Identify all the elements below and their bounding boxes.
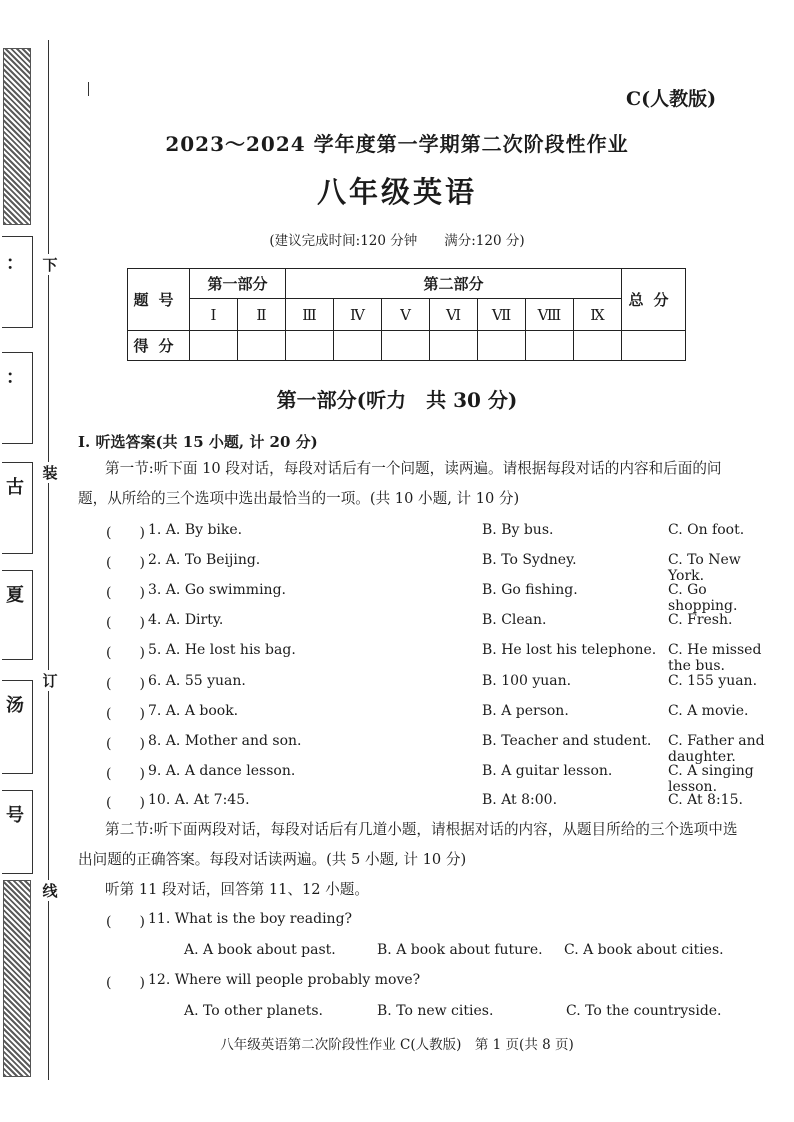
edition-label: C(人教版) bbox=[626, 88, 717, 110]
score-cell[interactable] bbox=[382, 331, 430, 361]
option-c: C. To the countryside. bbox=[566, 1003, 722, 1019]
option-a: 4. A. Dirty. bbox=[148, 612, 224, 628]
option-c: C. To New York. bbox=[668, 552, 741, 584]
answer-blank[interactable]: ( ) bbox=[106, 676, 145, 692]
question-row bbox=[106, 972, 726, 994]
option-a: 2. A. To Beijing. bbox=[148, 552, 261, 568]
option-a: 8. A. Mother and son. bbox=[148, 733, 302, 749]
answer-blank[interactable]: ( ) bbox=[106, 585, 145, 601]
column-header: Ⅸ bbox=[574, 299, 622, 331]
answer-blank[interactable]: ( ) bbox=[106, 766, 145, 782]
option-b: B. A person. bbox=[482, 703, 569, 719]
option-a: A. A book about past. bbox=[184, 942, 336, 958]
answer-blank[interactable]: ( ) bbox=[106, 795, 145, 811]
option-a: 9. A. A dance lesson. bbox=[148, 763, 296, 779]
question-row bbox=[106, 552, 766, 584]
part-title: 第一部分(听力 共 30 分) bbox=[276, 388, 518, 412]
total-score-cell[interactable] bbox=[622, 331, 686, 361]
binding-char-ding: 订 bbox=[42, 672, 58, 690]
option-b: B. A guitar lesson. bbox=[482, 763, 613, 779]
intro-text: 第一节:听下面 10 段对话，每段对话后有一个问题，读两遍。请根据每段对话的内容和后面的问题，从所给的三个选项中选出最恰当的一项。(共 10 小题, 计 10 分) bbox=[78, 460, 722, 507]
option-b: B. 100 yuan. bbox=[482, 673, 572, 689]
option-a: 1. A. By bike. bbox=[148, 522, 243, 538]
option-c: C. A singing lesson. bbox=[668, 763, 754, 795]
answer-blank[interactable]: ( ) bbox=[106, 736, 145, 752]
part1-header: 第一部分 bbox=[190, 269, 286, 299]
question-row bbox=[106, 733, 766, 765]
page-footer: 八年级英语第二次阶段性作业 C(人教版) 第 1 页(共 8 页) bbox=[220, 1037, 574, 1053]
option-c: C. A book about cities. bbox=[564, 942, 724, 958]
option-b: B. A book about future. bbox=[377, 942, 543, 958]
binding-char-xian: 线 bbox=[42, 882, 58, 900]
field-fragment: 号 bbox=[6, 805, 24, 826]
option-c: C. A movie. bbox=[668, 703, 749, 719]
answer-blank[interactable]: ( ) bbox=[106, 555, 145, 571]
score-cell[interactable] bbox=[238, 331, 286, 361]
time-info: (建议完成时间:120 分钟 满分:120 分) bbox=[269, 233, 525, 249]
answer-blank[interactable]: ( ) bbox=[106, 615, 145, 631]
section-heading: Ⅰ. 听选答案(共 15 小题, 计 20 分) bbox=[78, 433, 318, 451]
question-number-label: 题号 bbox=[128, 269, 190, 331]
option-b: B. He lost his telephone. bbox=[482, 642, 657, 658]
intro-text: 第二节:听下面两段对话，每段对话后有几道小题，请根据对话的内容，从题目所给的三个选项中选出问题的正确答案。每段对话读两遍。(共 5 小题, 计 10 分) bbox=[78, 821, 738, 868]
subject-title: 八年级英语 bbox=[316, 175, 477, 209]
student-info-box bbox=[2, 570, 33, 660]
question-row bbox=[106, 673, 766, 695]
column-header: Ⅲ bbox=[286, 299, 334, 331]
question-row bbox=[106, 582, 766, 614]
question-stem: 11. What is the boy reading? bbox=[148, 911, 353, 927]
question-row bbox=[106, 911, 726, 933]
field-fragment: 汤 bbox=[6, 695, 24, 716]
part2-header: 第二部分 bbox=[286, 269, 622, 299]
question-row bbox=[106, 642, 766, 674]
answer-blank[interactable]: ( ) bbox=[106, 914, 145, 930]
question-row bbox=[106, 703, 766, 725]
option-b: B. At 8:00. bbox=[482, 792, 558, 808]
binding-char-zhuang: 装 bbox=[42, 464, 58, 482]
answer-blank[interactable]: ( ) bbox=[106, 525, 145, 541]
option-b: B. To new cities. bbox=[377, 1003, 494, 1019]
score-cell[interactable] bbox=[190, 331, 238, 361]
margin-mark bbox=[88, 82, 89, 96]
question-stem: 12. Where will people probably move? bbox=[148, 972, 421, 988]
student-info-box bbox=[2, 680, 33, 774]
field-fragment: 古 bbox=[6, 477, 24, 498]
score-table bbox=[127, 268, 686, 361]
field-fragment: 夏 bbox=[6, 585, 24, 606]
option-b: B. Teacher and student. bbox=[482, 733, 652, 749]
option-b: B. Go fishing. bbox=[482, 582, 578, 598]
student-info-box bbox=[2, 236, 33, 328]
section-intro-2 bbox=[78, 815, 748, 875]
exam-title: 2023～2024 学年度第一学期第二次阶段性作业 bbox=[165, 132, 629, 156]
column-header: Ⅷ bbox=[526, 299, 574, 331]
option-a: 3. A. Go swimming. bbox=[148, 582, 286, 598]
column-header: Ⅳ bbox=[334, 299, 382, 331]
score-cell[interactable] bbox=[334, 331, 382, 361]
instruction-text: 听第 11 段对话，回答第 11、12 小题。 bbox=[105, 881, 369, 898]
listen-instruction bbox=[78, 875, 748, 905]
option-c: C. 155 yuan. bbox=[668, 673, 758, 689]
column-header: Ⅴ bbox=[382, 299, 430, 331]
section-intro-1 bbox=[78, 454, 748, 514]
column-header: Ⅵ bbox=[430, 299, 478, 331]
column-header: Ⅱ bbox=[238, 299, 286, 331]
option-b: B. By bus. bbox=[482, 522, 554, 538]
option-b: B. To Sydney. bbox=[482, 552, 577, 568]
option-c: C. At 8:15. bbox=[668, 792, 743, 808]
question-row bbox=[106, 612, 766, 634]
column-header: Ⅰ bbox=[190, 299, 238, 331]
option-a: 5. A. He lost his bag. bbox=[148, 642, 296, 658]
option-a: 6. A. 55 yuan. bbox=[148, 673, 246, 689]
score-label: 得分 bbox=[128, 331, 190, 361]
student-info-box bbox=[2, 790, 33, 874]
question-row bbox=[106, 792, 766, 814]
question-row bbox=[106, 763, 766, 795]
answer-blank[interactable]: ( ) bbox=[106, 645, 145, 661]
option-b: B. Clean. bbox=[482, 612, 547, 628]
question-row bbox=[106, 522, 766, 544]
option-c: C. He missed the bus. bbox=[668, 642, 762, 674]
option-c: C. Father and daughter. bbox=[668, 733, 765, 765]
option-c: C. Go shopping. bbox=[668, 582, 738, 614]
answer-blank[interactable]: ( ) bbox=[106, 975, 145, 991]
student-info-box bbox=[2, 462, 33, 554]
option-c: C. On foot. bbox=[668, 522, 745, 538]
answer-blank[interactable]: ( ) bbox=[106, 706, 145, 722]
binding-char-xia: 下 bbox=[42, 256, 58, 274]
field-fragment: ： bbox=[6, 367, 24, 388]
score-cell[interactable] bbox=[478, 331, 526, 361]
field-fragment: ： bbox=[6, 253, 24, 274]
option-c: C. Fresh. bbox=[668, 612, 733, 628]
column-header: Ⅶ bbox=[478, 299, 526, 331]
total-label: 总分 bbox=[622, 269, 686, 331]
score-cell[interactable] bbox=[526, 331, 574, 361]
score-cell[interactable] bbox=[430, 331, 478, 361]
score-cell[interactable] bbox=[574, 331, 622, 361]
option-a: 10. A. At 7:45. bbox=[148, 792, 250, 808]
binding-strip bbox=[0, 0, 66, 1122]
score-cell[interactable] bbox=[286, 331, 334, 361]
option-a: 7. A. A book. bbox=[148, 703, 239, 719]
option-a: A. To other planets. bbox=[184, 1003, 323, 1019]
